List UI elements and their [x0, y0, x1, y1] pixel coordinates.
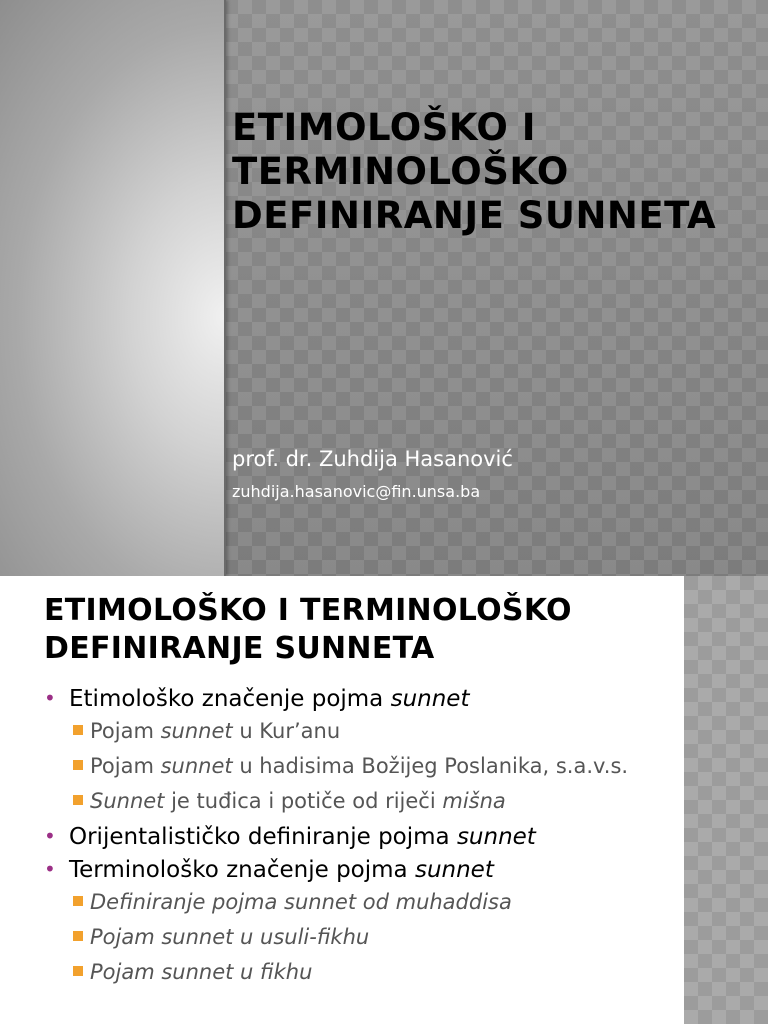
- slide-title: ETIMOLOŠKO I TERMINOLOŠKO DEFINIRANJE SUNNETA: [232, 106, 717, 237]
- bullet-item: • Orijentalističko definiranje pojma sunnet: [44, 824, 536, 850]
- sub-bullet-item: Sunnet je tuđica i potiče od riječi mišna: [44, 787, 674, 816]
- author-email: zuhdija.hasanovic@fin.unsa.ba: [232, 482, 481, 501]
- sub-bullet-item: Pojam sunnet u Kur’anu: [44, 717, 674, 746]
- sub-bullet-item: Pojam sunnet u usuli-fikhu: [44, 923, 674, 952]
- bullet-dot-icon: •: [44, 686, 56, 710]
- sub-bullet-item: Definiranje pojma sunnet od muhaddisa: [44, 888, 674, 917]
- square-bullet-icon: [73, 931, 83, 941]
- square-bullet-icon: [73, 795, 83, 805]
- bullet-list: [44, 684, 674, 993]
- content-slide-title: ETIMOLOŠKO I TERMINOLOŠKO DEFINIRANJE SUNNETA: [44, 593, 572, 666]
- bullet-dot-icon: •: [44, 857, 56, 881]
- bullet-item: • Etimološko značenje pojma sunnet: [44, 686, 470, 712]
- square-bullet-icon: [73, 725, 83, 735]
- slide-side-panel: [0, 0, 226, 576]
- content-slide: [0, 576, 768, 1024]
- author-name: prof. dr. Zuhdija Hasanović: [232, 447, 513, 471]
- bullet-dot-icon: •: [44, 824, 56, 848]
- square-bullet-icon: [73, 760, 83, 770]
- bullet-item: • Terminološko značenje pojma sunnet: [44, 857, 494, 883]
- sub-bullet-item: Pojam sunnet u hadisima Božijeg Poslanika, s.a.v.s.: [44, 752, 674, 781]
- sub-bullet-item: Pojam sunnet u fikhu: [44, 958, 674, 987]
- square-bullet-icon: [73, 966, 83, 976]
- slide-side-band: [684, 576, 768, 1024]
- square-bullet-icon: [73, 896, 83, 906]
